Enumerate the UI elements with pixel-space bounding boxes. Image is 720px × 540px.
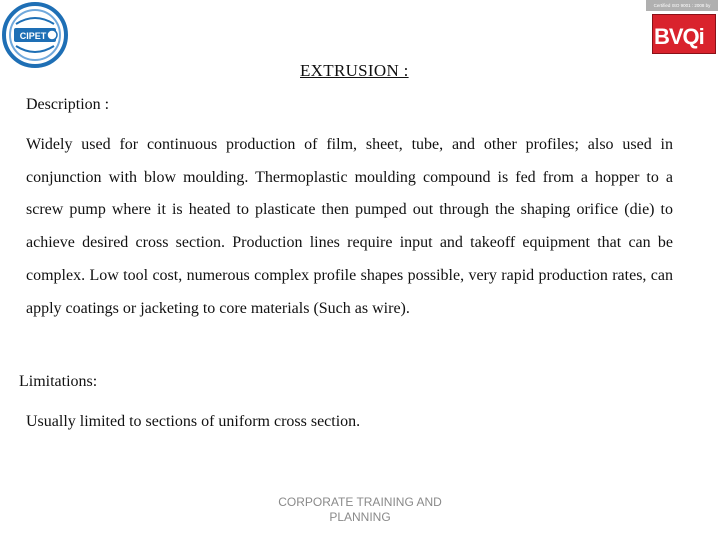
footer bbox=[260, 495, 460, 525]
bvqi-logo bbox=[646, 0, 718, 54]
limitations-label: Limitations: bbox=[19, 373, 98, 390]
footer-line-2: PLANNING bbox=[329, 510, 391, 524]
certification-text: Certified ISO 9001 : 2008 by bbox=[646, 0, 718, 11]
bvqi-brand-text: BVQi bbox=[654, 24, 704, 49]
slide-title: EXTRUSION : bbox=[300, 61, 409, 80]
footer-line-1: CORPORATE TRAINING AND bbox=[278, 495, 442, 509]
description-text: Widely used for continuous production of film, sheet, tube, and other profiles; also used in conjunction with blow moulding. Thermoplastic moulding compound is fed from a hopper to a screw pump where it is heated to plasticate then pumped out through the shaping orifice (die) to achieve desired cross section. Production lines require input and takeoff equipment that can be complex. Low tool cost, numerous complex profile shapes possible, very rapid production rates, can apply coatings or jacketing to core materials (Such as wire). bbox=[26, 136, 673, 317]
cipet-logo-icon bbox=[2, 2, 68, 68]
description-label: Description : bbox=[26, 96, 110, 113]
cipet-logo-text: CIPET bbox=[19, 31, 47, 41]
limitations-text: Usually limited to sections of uniform cross section. bbox=[26, 413, 361, 430]
